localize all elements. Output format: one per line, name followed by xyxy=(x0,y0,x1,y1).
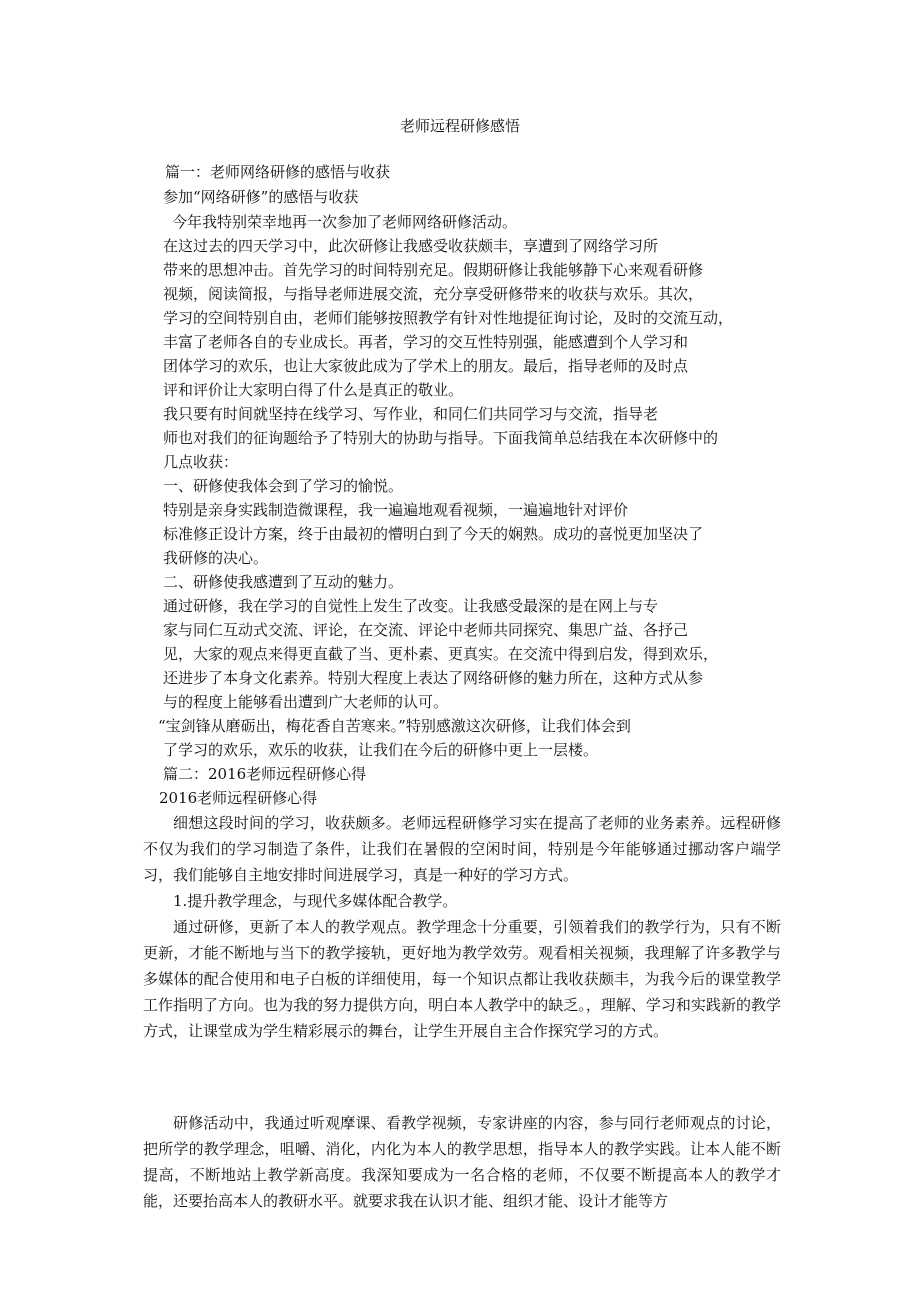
text-line: 丰富了老师各自的专业成长。再者，学习的交互性特别强，能感遭到个人学习和 xyxy=(163,333,689,351)
text-line: 我研修的决心。 xyxy=(163,549,269,567)
text-line: 评和评价让大家明白得了什么是真正的敬业。 xyxy=(163,381,464,399)
text-line: 见，大家的观点来得更直截了当、更朴素、更真实。在交流中得到启发，得到欢乐， xyxy=(163,645,719,663)
text-line: 团体学习的欢乐，也让大家彼此成为了学术上的朋友。最后，指导老师的及时点 xyxy=(163,357,689,375)
body-paragraph: 研修活动中，我通过听观摩课、看教学视频，专家讲座的内容，参与同行老师观点的讨论，把所学的教学理念，咀嚼、消化，内化为本人的教学思想，指导本人的教学实践。让本人能不断提高，不断地站上教学新高度。我深知要成为一名合格的老师，不仅要不断提高本人的教学才能，还要抬高本人的教研水平。就要求我在认识才能、组织才能、设计才能等方 xyxy=(143,1114,781,1210)
text-line: 家与同仁互动式交流、评论，在交流、评论中老师共同探究、集思广益、各抒己 xyxy=(163,621,689,639)
list-heading: 一、研修使我体会到了学习的愉悦。 xyxy=(163,477,404,495)
numbered-heading: 1.提升教学理念，与现代多媒体配合教学。 xyxy=(173,892,458,910)
list-heading: 二、研修使我感遭到了互动的魅力。 xyxy=(163,573,404,591)
text-line: 通过研修，我在学习的自觉性上发生了改变。让我感受最深的是在网上与专 xyxy=(163,597,659,615)
section-heading-part1: 篇一：老师网络研修的感悟与收获 xyxy=(165,163,391,181)
part2-subtitle: 2016老师远程研修心得 xyxy=(159,789,318,807)
text-line: 几点收获： xyxy=(163,453,239,471)
text-line: 与的程度上能够看出遭到广大老师的认可。 xyxy=(163,693,449,711)
document-title: 老师远程研修感悟 xyxy=(399,117,520,135)
body-paragraph: 细想这段时间的学习，收获颇多。老师远程研修学习实在提高了老师的业务素养。远程研修不仅为我们的学习制造了条件，让我们在暑假的空闲时间，特别是今年能够通过挪动客户端学习，我们能够自主地安排时间进展学习，真是一种好的学习方式。 xyxy=(143,814,781,884)
text-line: 标准修正设计方案，终于由最初的懵明白到了今天的娴熟。成功的喜悦更加坚决了 xyxy=(163,525,704,543)
text-line: 了学习的欢乐，欢乐的收获，让我们在今后的研修中更上一层楼。 xyxy=(163,741,599,759)
text-line: 特别是亲身实践制造微课程，我一遍遍地观看视频，一遍遍地针对评价 xyxy=(163,501,629,519)
body-paragraph: 通过研修，更新了本人的教学观点。教学理念十分重要，引领着我们的教学行为，只有不断更新，才能不断地与当下的教学接轨，更好地为教学效劳。观看相关视频，我理解了许多教学与多媒体的配合使用和电子白板的详细使用，每一个知识点都让我收获颇丰，为我今后的课堂教学工作指明了方向。也为我的努力提供方向，明白本人教学中的缺乏。，理解、学习和实践新的教学方式，让课堂成为学生精彩展示的舞台，让学生开展自主合作探究学习的方式。 xyxy=(143,918,781,1040)
text-line: 视频，阅读简报，与指导老师进展交流，充分享受研修带来的收获与欢乐。其次， xyxy=(163,285,704,303)
text-line: 我只要有时间就坚持在线学习、写作业，和同仁们共同学习与交流，指导老 xyxy=(163,405,659,423)
text-line: 学习的空间特别自由，老师们能够按照教学有针对性地提征询讨论，及时的交流互动， xyxy=(163,309,734,327)
text-line: 在这过去的四天学习中，此次研修让我感受收获颇丰，享遭到了网络学习所 xyxy=(163,237,659,255)
text-line: 师也对我们的征询题给予了特别大的协助与指导。下面我简单总结我在本次研修中的 xyxy=(163,429,719,447)
section-heading-part2: 篇二：2016老师远程研修心得 xyxy=(163,765,367,783)
text-line: 今年我特别荣幸地再一次参加了老师网络研修活动。 xyxy=(172,213,518,231)
text-line: 还进步了本身文化素养。特别大程度上表达了网络研修的魅力所在，这种方式从参 xyxy=(163,669,704,687)
part1-subtitle: 参加“网络研修”的感悟与收获 xyxy=(163,188,359,206)
text-line: “宝剑锋从磨砺出，梅花香自苦寒来。”特别感激这次研修，让我们体会到 xyxy=(158,717,631,735)
text-line: 带来的思想冲击。首先学习的时间特别充足。假期研修让我能够静下心来观看研修 xyxy=(163,261,704,279)
